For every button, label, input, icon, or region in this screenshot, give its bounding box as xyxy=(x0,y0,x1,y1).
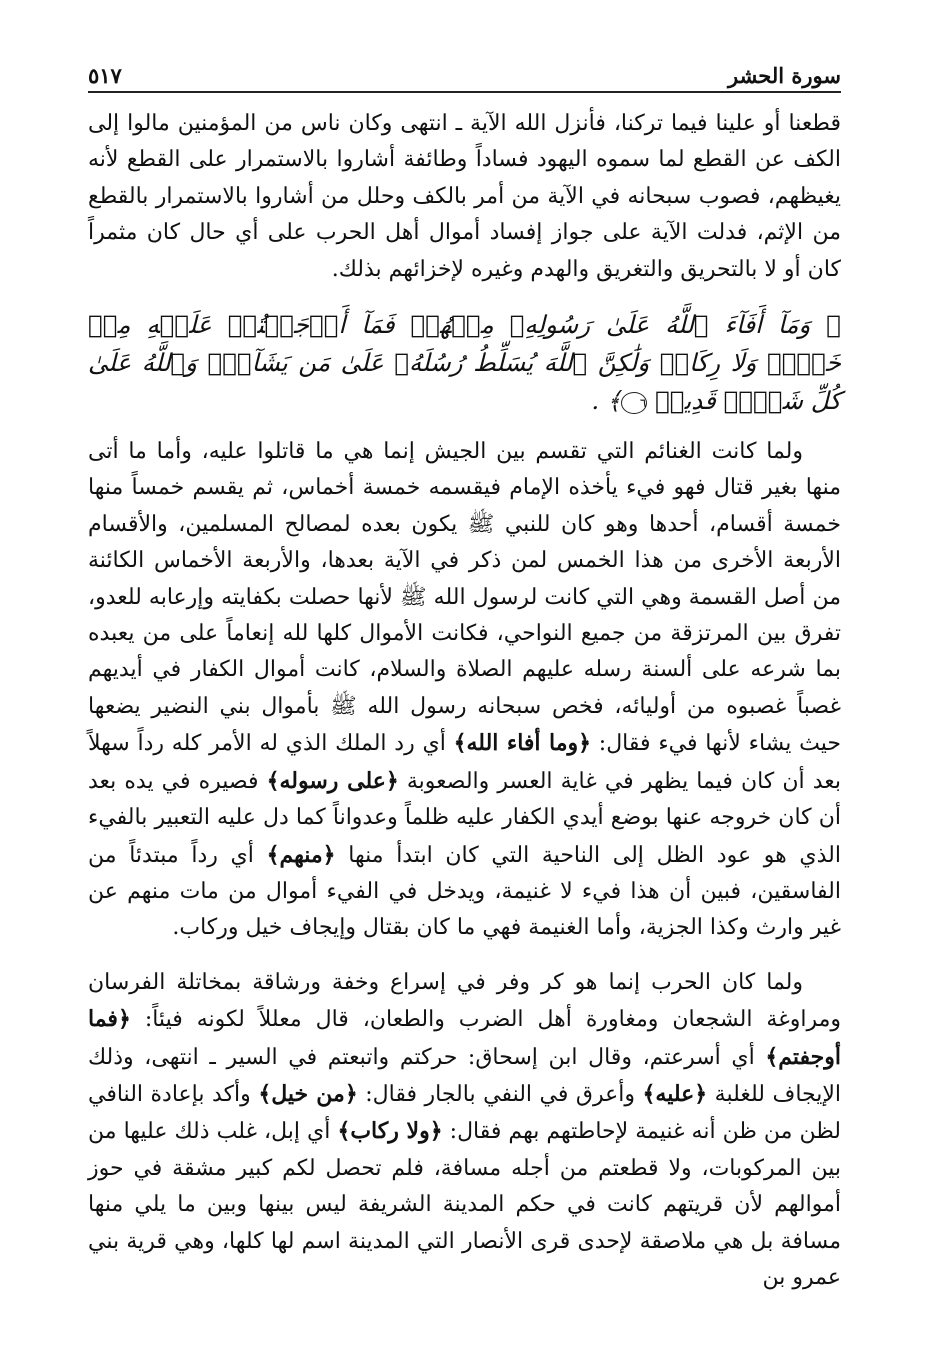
p2-quote-2: ﴿على رسوله﴾ xyxy=(266,767,399,794)
p2-text-1: ولما كانت الغنائم التي تقسم بين الجيش إنما هي ما قاتلوا عليه، وأما ما أتى منها بغير قتال فهو فيء يأخذه الإمام فيقسمه خمسة أخماس، ثم يقسم خمساً منها خمسة أقسام، أحدها وهو كان للنبي ﷺ يكون بعده لمصالح المسلمين، والأقسام الأربعة الأخرى من هذا الخمس لمن ذكر في الآية بعدها، والأربعة الأخماس الكائنة من أصل القسمة وهي التي كانت لرسول الله ﷺ لأنها حصلت بكفايته وإرعابه للعدو، تفرق بين المرتزقة من جميع النواحي، فكانت الأموال كلها لله إنعاماً على من يعبده بما شرعه على ألسنة رسله عليهم الصلاة والسلام، كانت أموال الكفار في أيديهم غصباً غصبوه من أوليائه، فخص سبحانه رسول الله ﷺ بأموال بني النضير يضعها حيث يشاء لأنها فيء فقال: xyxy=(88,439,842,757)
paragraph-2 xyxy=(88,434,841,947)
p3-text-2: أي أسرعتم، وقال ابن إسحاق: حركتم واتبعتم في السير ـ انتهى، وذلك الإيجاف للغلبة xyxy=(88,1044,842,1107)
p3-text-5: أي إبل، غلب ذلك عليها من بين المركوبات، ولا قطعتم من أجله مسافة، فلم تحصل لكم كبير مشقة في حوز أموالهم لأن قريتهم كانت في حكم المدينة الشريفة ليس بينها وبين ما يلي منها مسافة بل هي ملاصقة لإحدى قرى الأنصار التي المدينة اسم لها كلها، وهي قرية بني عمرو بن xyxy=(88,1119,841,1290)
p3-quote-3: ﴿من خيل﴾ xyxy=(258,1080,358,1107)
page-body xyxy=(88,106,841,1296)
p2-quote-1: ﴿وما أفاء الله﴾ xyxy=(453,730,591,757)
paragraph-3 xyxy=(88,965,841,1297)
p3-text-3: وأعرق في النفي بالجار فقال: xyxy=(357,1081,643,1107)
p3-text-4: وأكد بإعادة النافي لظن من ظن أنه غنيمة لإحاطتهم بهم فقال: xyxy=(88,1081,841,1145)
p2-text-3: فصيره في يده بعد أن كان خروجه عنها بوضع أيدي الكفار عليه ظلماً وعدواناً كما دل عليه التعبير بالفيء الذي هو عود الظل إلى الناحية التي كان ابتدأ منها xyxy=(88,768,841,868)
surah-title: سورة الحشر xyxy=(727,63,841,88)
p3-quote-1: ﴿فما أوجفتم﴾ xyxy=(88,1006,841,1070)
p3-quote-2: ﴿عليه﴾ xyxy=(642,1080,708,1107)
p3-text-1: ولما كان الحرب إنما هو كر وفر في إسراع وخفة ورشاقة بمخاتلة الفرسان ومراوغة الشجعان ومغاورة أهل الضرب والطعان، قال معللاً لكونه فيئاً: xyxy=(88,969,841,1033)
quran-verse xyxy=(88,306,841,420)
page-number: ٥١٧ xyxy=(88,63,122,88)
p2-quote-3: ﴿منهم﴾ xyxy=(266,841,336,868)
page-header xyxy=(88,58,841,88)
header-divider xyxy=(88,91,841,93)
verse-close: ﴾ . xyxy=(591,386,622,416)
p3-quote-4: ﴿ولا ركاب﴾ xyxy=(337,1118,443,1145)
p2-text-4: أي رداً مبتدئاً من الفاسقين، فبين أن هذا فيء لا غنيمة، ويدخل في الفيء أموال من مات منهم عن غير وارث وكذا الجزية، وأما الغنيمة فهي ما كان بقتال وإيجاف خيل وركاب. xyxy=(88,842,842,941)
verse-text: ﴿ وَمَآ أَفَآءَ ٱللَّهُ عَلَىٰ رَسُولِهِۦ مِنۡهُمۡ فَمَآ أَوۡجَفۡتُمۡ عَلَيۡهِ مِنۡ خَيۡلٖ وَلَا رِكَابٖ وَلَٰكِنَّ ٱللَّهَ يُسَلِّطُ رُسُلَهُۥ عَلَىٰ مَن يَشَآءُۚ وَٱللَّهُ عَلَىٰ كُلِّ شَيۡءٖ قَدِيرٞ xyxy=(88,310,841,416)
paragraph-1: قطعنا أو علينا فيما تركنا، فأنزل الله الآية ـ انتهى وكان ناس من المؤمنين مالوا إلى الكف عن القطع لما سموه اليهود فساداً وطائفة أشاروا بالاستمرار على القطع لأنه يغيظهم، فصوب سبحانه في الآية من أمر بالكف وحلل من أشاروا بالاستمرار بالقطع من الإثم، فدلت الآية على جواز إفساد أموال أهل الحرب على أي حال كان مثمراً كان أو لا بالتحريق والتغريق والهدم وغيره لإخزائهم بذلك. xyxy=(88,111,841,282)
paragraph-gap xyxy=(88,947,841,965)
p2-text-2: أي رد الملك الذي له الأمر كله رداً سهلاً بعد أن كان فيما يظهر في غاية العسر والصعوبة xyxy=(88,731,841,794)
verse-number: ٦ xyxy=(621,392,647,414)
